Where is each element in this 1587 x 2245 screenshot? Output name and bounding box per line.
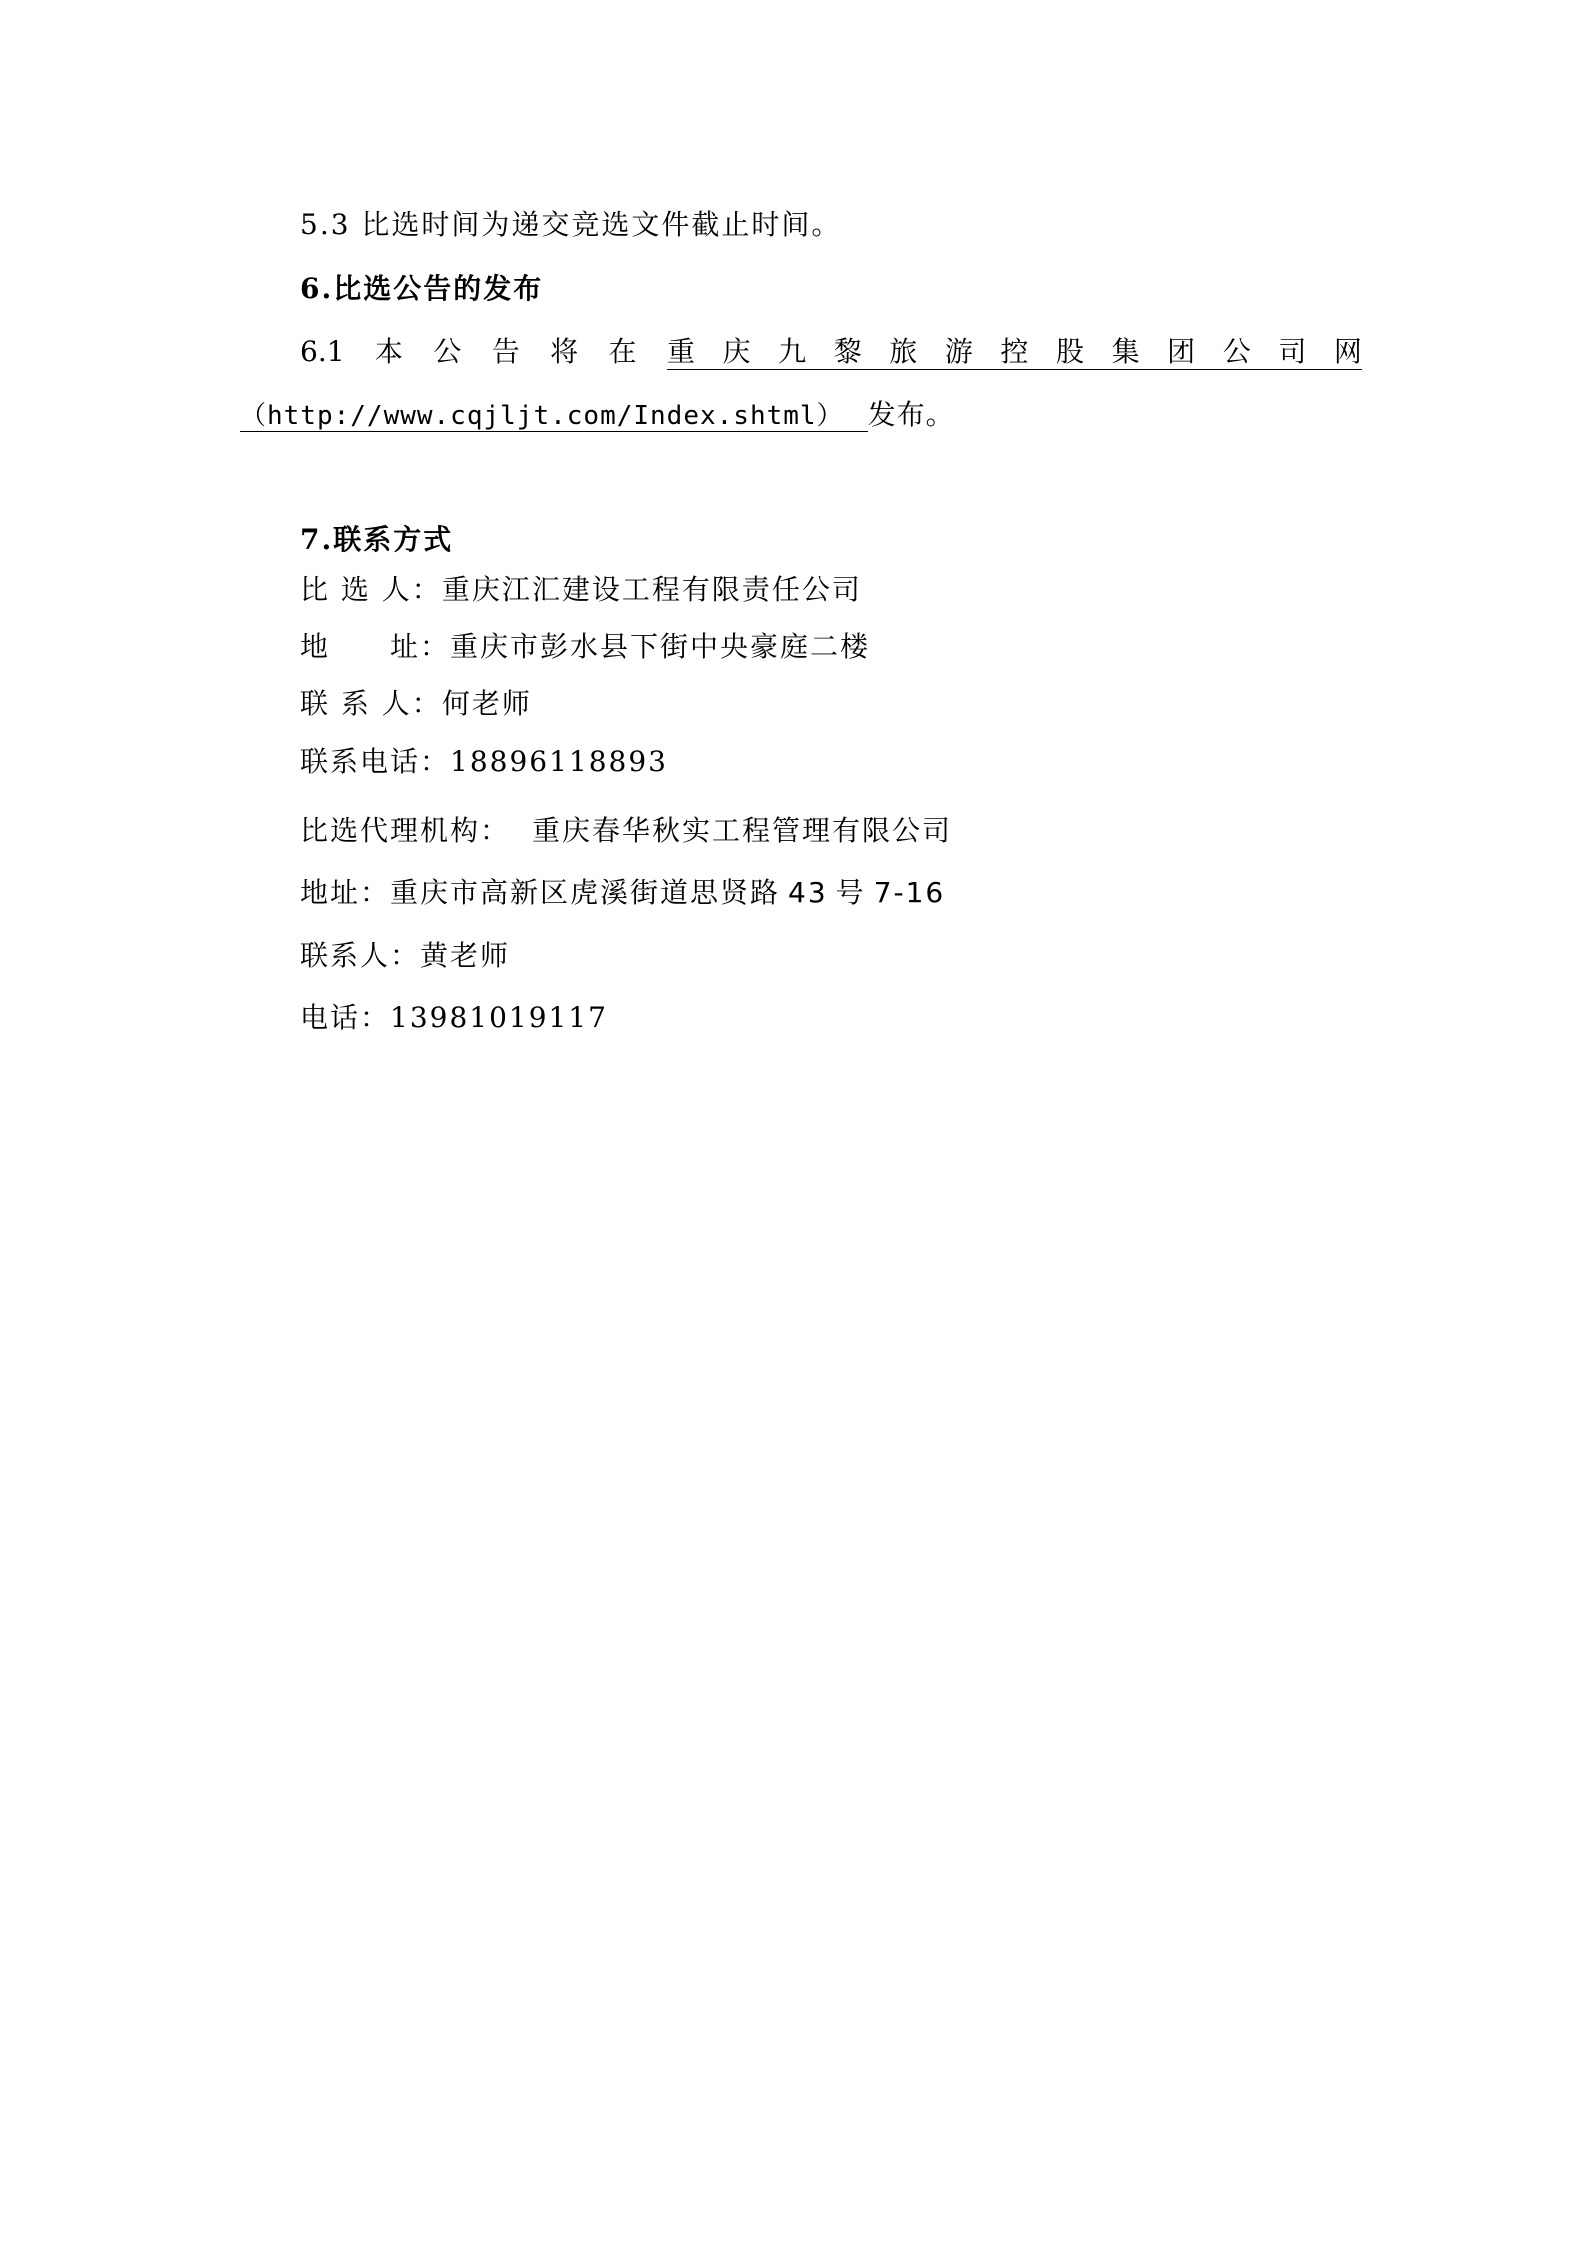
link-char: 网 — [1333, 335, 1362, 368]
agency-label: 比选代理机构： — [300, 814, 511, 847]
text-char: 告 — [491, 335, 520, 368]
bidder-label: 比 选 人： — [300, 573, 442, 606]
link-char: 股 — [1056, 335, 1085, 368]
publish-suffix: 发布。 — [867, 398, 955, 431]
website-url-link[interactable]: （http://www.cqjljt.com/Index.shtml） — [240, 401, 868, 432]
agency-contact-label: 联系人： — [300, 939, 421, 972]
agency-address-label: 地址： — [300, 876, 391, 909]
link-char: 团 — [1167, 335, 1196, 368]
agency-address-value: 重庆市高新区虎溪街道思贤路 — [390, 876, 781, 909]
link-char: 控 — [1000, 335, 1029, 368]
link-char: 司 — [1278, 335, 1307, 368]
section-7-heading: 7.联系方式 — [300, 523, 454, 556]
agency-contact-value: 黄老师 — [420, 939, 511, 972]
agency-phone-label: 电话： — [300, 1001, 391, 1034]
contact-row — [300, 687, 532, 721]
link-char: 集 — [1111, 335, 1140, 368]
agency-contact-row — [300, 939, 510, 973]
agency-address-row — [300, 876, 945, 910]
link-char: 庆 — [722, 335, 751, 368]
address-label: 地 址： — [300, 630, 451, 663]
link-char: 重 — [666, 335, 695, 368]
item-5-3: 5.3 比选时间为递交竞选文件截止时间。 — [300, 208, 842, 241]
contact-value: 何老师 — [441, 687, 532, 720]
section-6-heading: 6.比选公告的发布 — [300, 272, 544, 305]
item-6-1-line1 — [300, 335, 1362, 370]
link-char: 黎 — [833, 335, 862, 368]
text-char: 公 — [433, 335, 462, 368]
link-char: 游 — [944, 335, 973, 368]
phone-row — [300, 745, 668, 779]
contact-label: 联 系 人： — [300, 687, 442, 720]
phone-label: 联系电话： — [300, 745, 451, 778]
company-website-link[interactable] — [667, 335, 1362, 370]
agency-value: 重庆春华秋实工程管理有限公司 — [532, 814, 953, 847]
phone-value: 18896118893 — [450, 745, 668, 778]
address-row — [300, 630, 870, 664]
agency-row — [300, 814, 952, 848]
item-6-1-number: 6.1 — [300, 335, 345, 368]
text-char: 在 — [608, 335, 637, 368]
bidder-value: 重庆江汇建设工程有限责任公司 — [441, 573, 862, 606]
link-char: 九 — [778, 335, 807, 368]
agency-address-hao: 号 — [835, 876, 866, 909]
text-char: 将 — [550, 335, 579, 368]
agency-phone-row — [300, 1001, 608, 1035]
bidder-row — [300, 573, 862, 607]
agency-phone-value: 13981019117 — [390, 1001, 608, 1034]
text-char: 本 — [374, 335, 403, 368]
agency-address-unit: 7-16 — [873, 876, 946, 909]
link-char: 公 — [1222, 335, 1251, 368]
address-value: 重庆市彭水县下街中央豪庭二楼 — [450, 630, 871, 663]
agency-address-number: 43 — [788, 876, 828, 909]
item-6-1-line2 — [240, 398, 955, 433]
link-char: 旅 — [889, 335, 918, 368]
